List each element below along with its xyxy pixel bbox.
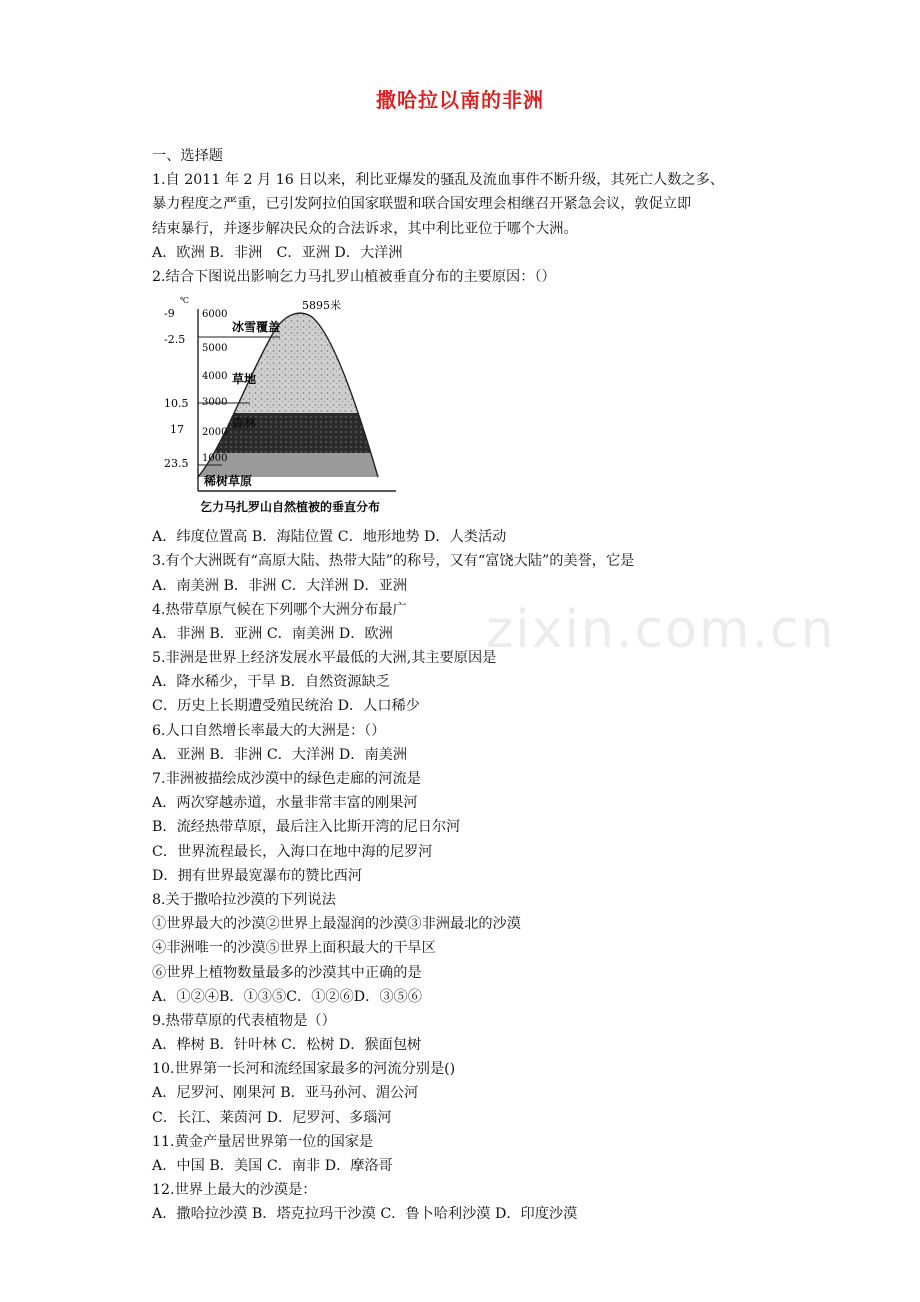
q3-stem: 3.有个大洲既有“高原大陆、热带大陆”的称号，又有“富饶大陆”的美誉，它是 xyxy=(152,553,635,570)
altitude-label: 3000 xyxy=(202,397,228,409)
q5-stem: 5.非洲是世界上经济发展水平最低的大洲,其主要原因是 xyxy=(152,650,497,667)
q6-options: A．亚洲 B．非洲 C．大洋洲 D．南美洲 xyxy=(152,746,408,763)
q7-option-a: A．两次穿越赤道，水量非常丰富的刚果河 xyxy=(152,795,418,812)
altitude-label: 2000 xyxy=(202,427,228,439)
altitude-label: 1000 xyxy=(202,453,228,465)
q1-stem-line-3: 结束暴行，并逐步解决民众的合法诉求，其中利比亚位于哪个大洲。 xyxy=(152,220,578,237)
zone-label-forest: 森林 xyxy=(232,416,257,431)
temp-label: 17 xyxy=(170,423,184,437)
q8-statement-line-3: ⑥世界上植物数量最多的沙漠其中正确的是 xyxy=(152,964,422,981)
q11-stem: 11.黄金产量居世界第一位的国家是 xyxy=(152,1133,374,1150)
q11-options: A．中国 B．美国 C．南非 D．摩洛哥 xyxy=(152,1158,393,1174)
altitude-label: 4000 xyxy=(202,371,228,383)
q5-options-1: A．降水稀少，干旱 B．自然资源缺乏 xyxy=(152,674,390,691)
figure-caption: 乞力马扎罗山自然植被的垂直分布 xyxy=(200,500,381,515)
watermark: zixin.com.cn xyxy=(486,600,836,660)
q8-statement-line-1: ①世界最大的沙漠②世界上最湿润的沙漠③非洲最北的沙漠 xyxy=(152,916,521,933)
q9-options: A．桦树 B．针叶林 C．松树 D．猴面包树 xyxy=(152,1037,422,1054)
zone-label-savanna: 稀树草原 xyxy=(204,474,253,489)
q9-stem: 9.热带草原的代表植物是（） xyxy=(152,1012,336,1029)
q2-stem: 2.结合下图说出影响乞力马扎罗山植被垂直分布的主要原因：（） xyxy=(152,268,556,285)
q5-options-2: C．历史上长期遭受殖民统治 D．人口稀少 xyxy=(152,698,420,715)
peak-label: 5895米 xyxy=(302,299,341,313)
q1-stem-line-1: 1.自 2011 年 2 月 16 日以来，利比亚爆发的骚乱及流血事件不断升级，其死亡人数之多、 xyxy=(152,172,724,189)
page-title: 撒哈拉以南的非洲 xyxy=(376,88,544,112)
q7-option-b: B．流经热带草原，最后注入比斯开湾的尼日尔河 xyxy=(152,819,461,836)
q12-stem: 12.世界上最大的沙漠是： xyxy=(152,1182,317,1199)
q10-options-1: A．尼罗河、刚果河 B．亚马孙河、湄公河 xyxy=(152,1085,419,1102)
temp-label: 10.5 xyxy=(164,397,189,411)
document-body xyxy=(152,144,772,1227)
q7-option-d: D．拥有世界最宽瀑布的赞比西河 xyxy=(152,867,363,884)
q6-stem: 6.人口自然增长率最大的大洲是：（） xyxy=(152,722,386,739)
kilimanjaro-vegetation-figure xyxy=(164,295,404,519)
temp-unit-label: ℃ xyxy=(180,296,189,306)
q7-stem: 7.非洲被描绘成沙漠中的绿色走廊的河流是 xyxy=(152,771,421,787)
section-heading: 一、选择题 xyxy=(152,148,223,164)
q8-options: A．①②④B．①③⑤C．①②⑥D．③⑤⑥ xyxy=(152,988,422,1005)
altitude-label: 6000 xyxy=(202,309,228,321)
temp-label: 23.5 xyxy=(164,457,189,471)
q8-stem: 8.关于撒哈拉沙漠的下列说法 xyxy=(152,891,336,908)
q1-stem-line-2: 暴力程度之严重，已引发阿拉伯国家联盟和联合国安理会相继召开紧急会议，敦促立即 xyxy=(152,196,692,213)
q4-options: A．非洲 B．亚洲 C．南美洲 D．欧洲 xyxy=(152,625,393,642)
q2-options: A．纬度位置高 B．海陆位置 C．地形地势 D．人类活动 xyxy=(152,529,507,546)
altitude-label: 5000 xyxy=(202,343,228,355)
q4-stem: 4.热带草原气候在下列哪个大洲分布最广 xyxy=(152,601,407,618)
q7-option-c: C．世界流程最长，入海口在地中海的尼罗河 xyxy=(152,843,433,860)
q1-options: A．欧洲 B．非洲 C．亚洲 D．大洋洲 xyxy=(152,244,403,261)
q3-options: A．南美洲 B．非洲 C．大洋洲 D．亚洲 xyxy=(152,577,408,594)
q8-statement-line-2: ④非洲唯一的沙漠⑤世界上面积最大的干旱区 xyxy=(152,940,436,957)
q10-stem: 10.世界第一长河和流经国家最多的河流分别是() xyxy=(152,1061,456,1078)
q10-options-2: C．长江、莱茵河 D．尼罗河、多瑙河 xyxy=(152,1109,392,1126)
temp-label: -9 xyxy=(164,307,175,321)
q12-options: A．撒哈拉沙漠 B．塔克拉玛干沙漠 C．鲁卜哈利沙漠 D．印度沙漠 xyxy=(152,1206,578,1223)
kilimanjaro-diagram xyxy=(164,295,404,519)
temp-label: -2.5 xyxy=(164,333,186,347)
zone-label-snow: 冰雪覆盖 xyxy=(232,320,281,335)
zone-label-grassland: 草地 xyxy=(232,372,257,387)
